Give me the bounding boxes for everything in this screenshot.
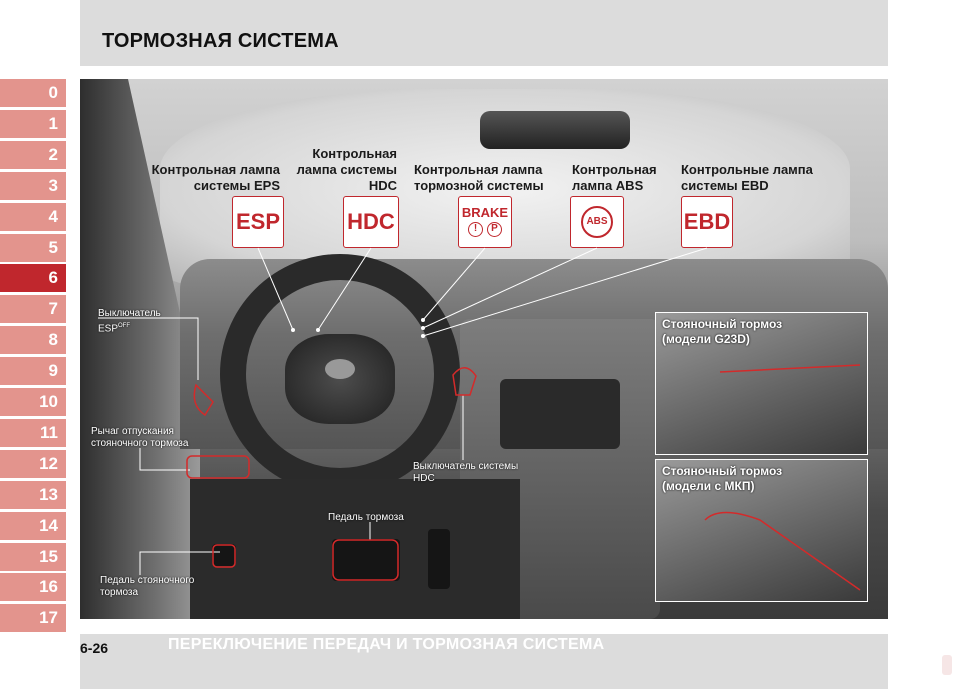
brake-sub-icons — [459, 222, 511, 237]
audio-unit — [500, 379, 620, 449]
insert-g23d — [655, 312, 868, 455]
esp-lamp-text: ESP — [235, 209, 281, 234]
brand-logo — [325, 359, 355, 379]
brake-warning-icon: ! — [468, 222, 483, 237]
chapter-tab-17[interactable]: 17 — [0, 604, 66, 632]
label-esp-text: ESP — [98, 323, 119, 335]
chapter-tab-16[interactable]: 16 — [0, 573, 66, 601]
label-parking-pedal: Педаль стояночного тормоза — [100, 575, 195, 598]
ebd-lamp-icon — [681, 196, 733, 248]
esp-lamp-icon — [232, 196, 284, 248]
insert-g23d-title: Стояночный тормоз (модели G23D) — [662, 317, 783, 346]
steering-hub — [285, 334, 395, 424]
chapter-tab-14[interactable]: 14 — [0, 512, 66, 540]
hdc-lamp-icon — [343, 196, 399, 248]
abs-lamp-text: ABS — [586, 216, 608, 227]
label-esp-switch-code — [98, 320, 161, 335]
chapter-tab-7[interactable]: 7 — [0, 295, 66, 323]
callout-ebd: Контрольные лампа системы EBD — [681, 162, 813, 193]
edge-mark — [942, 655, 952, 675]
chapter-tab-1[interactable]: 1 — [0, 110, 66, 138]
abs-lamp-icon — [570, 196, 624, 248]
hdc-lamp-text: HDC — [347, 209, 395, 234]
chapter-tab-15[interactable]: 15 — [0, 543, 66, 571]
parking-pedal — [212, 544, 236, 566]
accelerator-pedal — [428, 529, 450, 589]
chapter-tab-3[interactable]: 3 — [0, 172, 66, 200]
chapter-tab-6[interactable]: 6 — [0, 264, 66, 292]
label-brake-pedal: Педаль тормоза — [328, 512, 404, 523]
label-hdc-switch: Выключатель системы HDC — [413, 461, 519, 484]
chapter-tab-12[interactable]: 12 — [0, 450, 66, 478]
chapter-tab-10[interactable]: 10 — [0, 388, 66, 416]
callout-hdc: Контрольная лампа системы HDC — [296, 146, 397, 193]
brake-lamp-text: BRAKE — [461, 205, 509, 220]
callout-eps: Контрольная лампа системы EPS — [151, 162, 280, 193]
page-title: ТОРМОЗНАЯ СИСТЕМА — [102, 30, 339, 52]
chapter-tab-9[interactable]: 9 — [0, 357, 66, 385]
brake-lamp-icon — [458, 196, 512, 248]
chapter-tab-0[interactable]: 0 — [0, 79, 66, 107]
ebd-lamp-text: EBD — [683, 209, 731, 234]
label-off-text: OFF — [118, 323, 131, 329]
chapter-tab-2[interactable]: 2 — [0, 141, 66, 169]
footer-section-title: ПЕРЕКЛЮЧЕНИЕ ПЕРЕДАЧ И ТОРМОЗНАЯ СИСТЕМА — [168, 636, 605, 653]
chapter-tab-13[interactable]: 13 — [0, 481, 66, 509]
rearview-mirror — [480, 111, 630, 149]
chapter-tab-8[interactable]: 8 — [0, 326, 66, 354]
chapter-tab-4[interactable]: 4 — [0, 203, 66, 231]
page-number: 6-26 — [80, 640, 109, 656]
insert-mkp-title: Стояночный тормоз (модели с МКП) — [662, 464, 783, 493]
abs-circle-icon — [581, 206, 613, 238]
label-esp-switch — [98, 308, 161, 335]
brake-pedal — [332, 539, 400, 581]
insert-mkp — [655, 459, 868, 602]
chapter-tab-5[interactable]: 5 — [0, 234, 66, 262]
callout-brake: Контрольная лампа тормозной системы — [414, 162, 544, 193]
label-esp-switch-title: Выключатель — [98, 308, 161, 319]
chapter-tab-11[interactable]: 11 — [0, 419, 66, 447]
label-parking-release: Рычаг отпускания стояночного тормоза — [91, 426, 189, 449]
brake-parking-icon: P — [487, 222, 502, 237]
callout-abs: Контрольная лампа ABS — [572, 162, 657, 193]
